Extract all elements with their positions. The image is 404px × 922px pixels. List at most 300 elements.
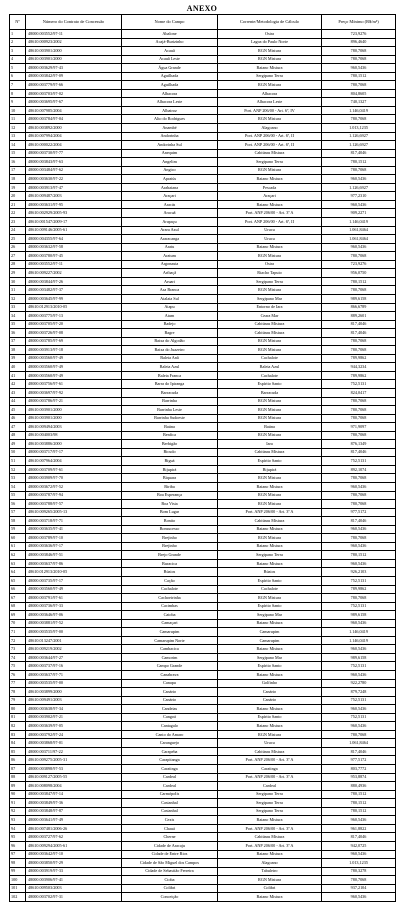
- cell-min-price: 926,2103: [322, 568, 396, 577]
- table-row: [10, 653, 396, 662]
- cell-number: 84: [10, 739, 26, 748]
- cell-contract: 48000.003756/97-61: [26, 380, 122, 389]
- cell-number: 54: [10, 482, 26, 491]
- cell-min-price: 977,5172: [322, 756, 396, 765]
- cell-contract: 48610.003901/2000: [26, 406, 122, 415]
- cell-contract: 48000.003636/97-17: [26, 542, 122, 551]
- cell-contract: 48000.003639/97-05: [26, 722, 122, 731]
- cell-field-name: Acauã Leste: [122, 55, 218, 64]
- cell-contract: 48000.003842/97-09: [26, 72, 122, 81]
- cell-contract: 48000.003635/97-41: [26, 525, 122, 534]
- cell-field-name: Araçari: [122, 192, 218, 201]
- cell-number: 76: [10, 671, 26, 680]
- cell-methodology: Baleia Azul: [218, 363, 322, 372]
- cell-number: 8: [10, 89, 26, 98]
- cell-number: 74: [10, 653, 26, 662]
- table-row: [10, 807, 396, 816]
- cell-field-name: Bom Lugar: [122, 508, 218, 517]
- header-field-name: Nome do Campo: [122, 15, 218, 30]
- cell-min-price: 817,4046: [322, 448, 396, 457]
- cell-methodology: Cabiúnas Mistura: [218, 149, 322, 158]
- cell-methodology: Sergipano Terra: [218, 790, 322, 799]
- header-number: Nº: [10, 15, 26, 30]
- cell-min-price: 780,7068: [322, 286, 396, 295]
- table-row: [10, 98, 396, 107]
- cell-min-price: 780,7068: [322, 500, 396, 509]
- cell-field-name: Caratinga: [122, 765, 218, 774]
- cell-methodology: Sergipano Terra: [218, 807, 322, 816]
- cell-number: 5: [10, 64, 26, 73]
- cell-methodology: Port. ANP 206/00 - Art. 6º, II: [218, 218, 322, 227]
- cell-methodology: Urucu: [218, 226, 322, 235]
- table-row: [10, 765, 396, 774]
- cell-contract: 48610.004003/98: [26, 431, 122, 440]
- cell-methodology: Sergipano Terra: [218, 551, 322, 560]
- cell-contract: 48610.012913/2010-05: [26, 568, 122, 577]
- cell-methodology: RGN Mistura: [218, 534, 322, 543]
- cell-min-price: 922,2780: [322, 679, 396, 688]
- table-row: [10, 491, 396, 500]
- table-row: [10, 525, 396, 534]
- cell-number: 20: [10, 192, 26, 201]
- cell-contract: 48000.003868/97-01: [26, 739, 122, 748]
- cell-min-price: 789,9862: [322, 585, 396, 594]
- table-row: [10, 577, 396, 586]
- cell-number: 82: [10, 722, 26, 731]
- cell-min-price: 780,7068: [322, 166, 396, 175]
- cell-contract: 48610.007994/2004: [26, 132, 122, 141]
- cell-methodology: RGN Mistura: [218, 346, 322, 355]
- cell-number: 46: [10, 414, 26, 423]
- cell-number: 17: [10, 166, 26, 175]
- cell-min-price: 977,2310: [322, 192, 396, 201]
- cell-field-name: Aguilhada: [122, 72, 218, 81]
- cell-contract: 48610.003886/2000: [26, 440, 122, 449]
- cell-contract: 48610.009491/2003: [26, 696, 122, 705]
- cell-methodology: RGN Mistura: [218, 286, 322, 295]
- cell-methodology: Ceara Mar: [218, 312, 322, 321]
- table-row: [10, 551, 396, 560]
- table-row: [10, 619, 396, 628]
- cell-number: 27: [10, 252, 26, 261]
- cell-field-name: Caranguejo: [122, 739, 218, 748]
- cell-number: 43: [10, 388, 26, 397]
- cell-field-name: Cachalote: [122, 585, 218, 594]
- cell-number: 4: [10, 55, 26, 64]
- cell-contract: 48000.003560/97-49: [26, 371, 122, 380]
- table-row: [10, 423, 396, 432]
- cell-number: 87: [10, 765, 26, 774]
- cell-contract: 48610.013247/2001: [26, 636, 122, 645]
- table-row: [10, 30, 396, 39]
- cell-field-name: Bijupirá: [122, 465, 218, 474]
- cell-contract: 48000.003637/97-86: [26, 559, 122, 568]
- table-row: [10, 312, 396, 321]
- cell-methodology: Baiano Mistura: [218, 816, 322, 825]
- cell-min-price: 780,7068: [322, 414, 396, 423]
- cell-min-price: 892,1074: [322, 465, 396, 474]
- cell-min-price: 960,5436: [322, 200, 396, 209]
- cell-field-name: Cardeal: [122, 773, 218, 782]
- cell-methodology: Sergipano Terra: [218, 158, 322, 167]
- table-row: [10, 867, 396, 876]
- cell-number: 15: [10, 149, 26, 158]
- cell-contract: 48000.003779/97-66: [26, 81, 122, 90]
- cell-field-name: Carapitanga: [122, 756, 218, 765]
- cell-min-price: 789,9862: [322, 371, 396, 380]
- cell-contract: 48000.003705/97-20: [26, 320, 122, 329]
- cell-min-price: 960,5436: [322, 64, 396, 73]
- table-row: [10, 568, 396, 577]
- cell-number: 86: [10, 756, 26, 765]
- cell-min-price: 723,9276: [322, 30, 396, 39]
- table-row: [10, 380, 396, 389]
- cell-min-price: 752,5131: [322, 577, 396, 586]
- cell-min-price: 817,4046: [322, 517, 396, 526]
- cell-number: 45: [10, 406, 26, 415]
- cell-number: 69: [10, 611, 26, 620]
- cell-field-name: Aracás: [122, 200, 218, 209]
- table-row: [10, 713, 396, 722]
- cell-min-price: 780,1512: [322, 790, 396, 799]
- cell-field-name: Barrinha Sudoeste: [122, 414, 218, 423]
- cell-min-price: 789,9862: [322, 354, 396, 363]
- cell-field-name: Brejo Grande: [122, 551, 218, 560]
- cell-methodology: Urucu: [218, 235, 322, 244]
- cell-number: 57: [10, 508, 26, 517]
- cell-field-name: Barrinha: [122, 397, 218, 406]
- cell-contract: 48000.003786/97-21: [26, 397, 122, 406]
- cell-methodology: Baiano Mistura: [218, 559, 322, 568]
- cell-min-price: 817,4046: [322, 747, 396, 756]
- cell-contract: 48610.000022/2004: [26, 141, 122, 150]
- cell-min-price: 723,9276: [322, 260, 396, 269]
- cell-contract: 48000.003906/97-41: [26, 876, 122, 885]
- cell-methodology: RGN Mistura: [218, 252, 322, 261]
- cell-field-name: Castanhal: [122, 807, 218, 816]
- cell-field-name: Boa Vista: [122, 500, 218, 509]
- cell-contract: 48000.003775/97-13: [26, 312, 122, 321]
- cell-number: 73: [10, 645, 26, 654]
- table-row: [10, 89, 396, 98]
- table-row: [10, 388, 396, 397]
- cell-min-price: 1.013,1235: [322, 124, 396, 133]
- page-title: ANEXO: [186, 4, 218, 13]
- cell-contract: 48000.003913/97-47: [26, 183, 122, 192]
- cell-contract: 48000.003645/97-99: [26, 294, 122, 303]
- cell-min-price: 1.126,6927: [322, 141, 396, 150]
- cell-field-name: Cardeal: [122, 782, 218, 791]
- cell-methodology: Baiano Mistura: [218, 243, 322, 252]
- cell-field-name: Abalone: [122, 30, 218, 39]
- table-row: [10, 756, 396, 765]
- cell-methodology: RGN Mistura: [218, 166, 322, 175]
- cell-min-price: 817,4046: [322, 320, 396, 329]
- cell-min-price: 780,7068: [322, 55, 396, 64]
- cell-field-name: Castanhal: [122, 799, 218, 808]
- cell-contract: 48000.003718/97-71: [26, 517, 122, 526]
- cell-contract: 48000.003849/97-36: [26, 799, 122, 808]
- cell-contract: 48000.003482/97-37: [26, 286, 122, 295]
- cell-min-price: 780,7068: [322, 594, 396, 603]
- cell-number: 92: [10, 807, 26, 816]
- cell-min-price: 752,5131: [322, 602, 396, 611]
- cell-field-name: Cidade de São Miguel dos Campos: [122, 859, 218, 868]
- cell-field-name: Caioba: [122, 611, 218, 620]
- cell-min-price: 942,0725: [322, 841, 396, 850]
- cell-number: 98: [10, 859, 26, 868]
- cell-methodology: RGN Mistura: [218, 491, 322, 500]
- cell-number: 37: [10, 337, 26, 346]
- cell-number: 78: [10, 688, 26, 697]
- cell-methodology: Caratinga: [218, 765, 322, 774]
- cell-min-price: 780,1512: [322, 799, 396, 808]
- cell-min-price: 780,1512: [322, 807, 396, 816]
- table-row: [10, 517, 396, 526]
- table-row: [10, 465, 396, 474]
- cell-field-name: Biguá: [122, 457, 218, 466]
- cell-contract: 48000.003844/97-26: [26, 277, 122, 286]
- cell-contract: 48610.003901/2000: [26, 47, 122, 56]
- cell-contract: 48610.009146/2005-61: [26, 226, 122, 235]
- cell-number: 100: [10, 876, 26, 885]
- cell-number: 40: [10, 363, 26, 372]
- cell-methodology: Espírito Santo: [218, 577, 322, 586]
- cell-field-name: Candeias: [122, 705, 218, 714]
- table-row: [10, 329, 396, 338]
- cell-number: 3: [10, 47, 26, 56]
- table-row: [10, 64, 396, 73]
- cell-methodology: Araçari: [218, 192, 322, 201]
- cell-contract: 48000.003848/97-87: [26, 807, 122, 816]
- cell-number: 72: [10, 636, 26, 645]
- cell-number: 35: [10, 320, 26, 329]
- cell-number: 2: [10, 38, 26, 47]
- cell-contract: 48000.003641/97-49: [26, 816, 122, 825]
- cell-field-name: Biquara: [122, 474, 218, 483]
- cell-field-name: Araracanga: [122, 235, 218, 244]
- cell-methodology: Espírito Santo: [218, 380, 322, 389]
- cell-methodology: RGN Mistura: [218, 81, 322, 90]
- cell-min-price: 752,5131: [322, 696, 396, 705]
- cell-contract: 48000.003631/97-95: [26, 200, 122, 209]
- cell-methodology: Tabuleiro: [218, 867, 322, 876]
- cell-field-name: Cambacica: [122, 645, 218, 654]
- table-row: [10, 269, 396, 278]
- table-row: [10, 243, 396, 252]
- cell-field-name: Cherne: [122, 833, 218, 842]
- cell-field-name: Cidade de Sebastião Ferreira: [122, 867, 218, 876]
- table-row: [10, 72, 396, 81]
- cell-field-name: Atalaia Sul: [122, 294, 218, 303]
- cell-methodology: RGN Mistura: [218, 594, 322, 603]
- cell-number: 49: [10, 440, 26, 449]
- cell-field-name: Bicudo: [122, 448, 218, 457]
- cell-methodology: Albacora: [218, 89, 322, 98]
- cell-contract: 48000.003847/97-14: [26, 790, 122, 799]
- cell-number: 91: [10, 799, 26, 808]
- cell-contract: 48000.003646/97-06: [26, 611, 122, 620]
- table-row: [10, 457, 396, 466]
- cell-field-name: Badejo: [122, 320, 218, 329]
- cell-number: 1: [10, 30, 26, 39]
- cell-min-price: 752,5131: [322, 380, 396, 389]
- cell-field-name: Alto do Rodrigues: [122, 115, 218, 124]
- table-row: [10, 440, 396, 449]
- cell-field-name: Angico: [122, 166, 218, 175]
- cell-min-price: 780,7068: [322, 81, 396, 90]
- cell-field-name: Baleia Franca: [122, 371, 218, 380]
- cell-contract: 48000.003780/97-45: [26, 252, 122, 261]
- table-row: [10, 671, 396, 680]
- cell-contract: 48000.003702/97-31: [26, 893, 122, 902]
- cell-number: 29: [10, 269, 26, 278]
- cell-min-price: 1.061,8464: [322, 226, 396, 235]
- cell-min-price: 937,2104: [322, 884, 396, 893]
- cell-min-price: 780,1512: [322, 277, 396, 286]
- cell-number: 34: [10, 312, 26, 321]
- cell-contract: 48000.003737/97-16: [26, 662, 122, 671]
- cell-field-name: Cidade de Entre Rios: [122, 850, 218, 859]
- table-row: [10, 55, 396, 64]
- table-row: [10, 816, 396, 825]
- cell-contract: 48000.003535/97-00: [26, 628, 122, 637]
- cell-field-name: Benfica: [122, 431, 218, 440]
- cell-contract: 48610.003901/2000: [26, 55, 122, 64]
- cell-number: 12: [10, 124, 26, 133]
- cell-field-name: Cexis: [122, 816, 218, 825]
- cell-contract: 48000.003736/97-33: [26, 602, 122, 611]
- table-row: [10, 559, 396, 568]
- table-row: [10, 679, 396, 688]
- cell-methodology: Cachalote: [218, 585, 322, 594]
- cell-number: 10: [10, 106, 26, 115]
- cell-field-name: Atum: [122, 312, 218, 321]
- cell-contract: 48000.003552/97-11: [26, 260, 122, 269]
- table-row: [10, 739, 396, 748]
- cell-min-price: 780,7068: [322, 534, 396, 543]
- cell-number: 48: [10, 431, 26, 440]
- cell-min-price: 1.061,8464: [322, 235, 396, 244]
- cell-contract: 48000.003703/97-02: [26, 89, 122, 98]
- cell-contract: 48000.003672/97-52: [26, 482, 122, 491]
- cell-contract: 48000.003789/97-10: [26, 534, 122, 543]
- cell-field-name: Bonito: [122, 517, 218, 526]
- table-row: [10, 611, 396, 620]
- table-row: [10, 893, 396, 902]
- cell-field-name: Anequim: [122, 149, 218, 158]
- cell-field-name: Cidade de Aracaju: [122, 841, 218, 850]
- cell-methodology: Espírito Santo: [218, 662, 322, 671]
- cell-field-name: Búzios: [122, 568, 218, 577]
- cell-contract: 48000.003843/97-63: [26, 158, 122, 167]
- cell-field-name: Albacora: [122, 89, 218, 98]
- cell-contract: 48000.003535/97-00: [26, 679, 122, 688]
- cell-methodology: Baiano Mistura: [218, 200, 322, 209]
- cell-number: 23: [10, 218, 26, 227]
- cell-methodology: RGN Mistura: [218, 397, 322, 406]
- cell-contract: 48610.009219/2002: [26, 645, 122, 654]
- cell-field-name: Berbigão: [122, 440, 218, 449]
- cell-contract: 48000.003644/97-27: [26, 653, 122, 662]
- cell-field-name: Asa Branca: [122, 286, 218, 295]
- cell-min-price: 780,7068: [322, 47, 396, 56]
- table-row: [10, 542, 396, 551]
- cell-number: 71: [10, 628, 26, 637]
- cell-number: 88: [10, 773, 26, 782]
- cell-contract: 48000.003638/97-34: [26, 705, 122, 714]
- cell-min-price: 960,5436: [322, 542, 396, 551]
- cell-methodology: Camarupim: [218, 636, 322, 645]
- cell-methodology: Pescada: [218, 183, 322, 192]
- cell-min-price: 909,2271: [322, 209, 396, 218]
- cell-number: 14: [10, 141, 26, 150]
- cell-methodology: RGN Mistura: [218, 730, 322, 739]
- cell-min-price: 889,2601: [322, 312, 396, 321]
- cell-field-name: Camarupim Norte: [122, 636, 218, 645]
- cell-field-name: Campo Grande: [122, 662, 218, 671]
- cell-contract: 48610.003899/2000: [26, 688, 122, 697]
- cell-min-price: 960,5436: [322, 850, 396, 859]
- cell-contract: 48000.003642/97-10: [26, 850, 122, 859]
- cell-number: 58: [10, 517, 26, 526]
- cell-methodology: RGN Mistura: [218, 337, 322, 346]
- cell-methodology: Cabiúnas Mistura: [218, 747, 322, 756]
- cell-min-price: 780,7068: [322, 474, 396, 483]
- cell-min-price: 780,7068: [322, 337, 396, 346]
- cell-contract: 48000.003730/97-77: [26, 149, 122, 158]
- cell-methodology: Baiano Mistura: [218, 893, 322, 902]
- cell-field-name: Acauã: [122, 47, 218, 56]
- table-row: [10, 747, 396, 756]
- table-row: [10, 166, 396, 175]
- cell-min-price: 804,8605: [322, 89, 396, 98]
- cell-field-name: Arabaiana: [122, 183, 218, 192]
- cell-contract: 48000.003717/97-17: [26, 448, 122, 457]
- cell-contract: 48000.003727/97-62: [26, 833, 122, 842]
- table-row: [10, 500, 396, 509]
- cell-field-name: Camarupim: [122, 628, 218, 637]
- cell-methodology: Port. ANP 206/00 - Art. 6º, II: [218, 132, 322, 141]
- table-row: [10, 841, 396, 850]
- cell-contract: 48610.009503/2003: [26, 884, 122, 893]
- cell-methodology: RGN Mistura: [218, 876, 322, 885]
- cell-min-price: 956,0750: [322, 269, 396, 278]
- cell-min-price: 960,5436: [322, 816, 396, 825]
- table-row: [10, 645, 396, 654]
- price-table: [9, 14, 396, 902]
- cell-methodology: Ostra: [218, 30, 322, 39]
- cell-number: 42: [10, 380, 26, 389]
- cell-number: 89: [10, 782, 26, 791]
- cell-field-name: Aratum: [122, 252, 218, 261]
- table-row: [10, 183, 396, 192]
- cell-methodology: Sergipano Mar: [218, 611, 322, 620]
- cell-contract: 48610.009275/2005-31: [26, 756, 122, 765]
- table-row: [10, 782, 396, 791]
- cell-methodology: Baiano Mistura: [218, 722, 322, 731]
- cell-number: 60: [10, 534, 26, 543]
- cell-methodology: Baiano Mistura: [218, 850, 322, 859]
- cell-methodology: Baiano Mistura: [218, 175, 322, 184]
- cell-field-name: Albatroz: [122, 106, 218, 115]
- cell-min-price: 817,4046: [322, 833, 396, 842]
- table-row: [10, 799, 396, 808]
- cell-field-name: Cachoeirinha: [122, 594, 218, 603]
- cell-contract: 48000.003902/97-21: [26, 713, 122, 722]
- cell-min-price: 824,0417: [322, 388, 396, 397]
- cell-min-price: 866,6789: [322, 303, 396, 312]
